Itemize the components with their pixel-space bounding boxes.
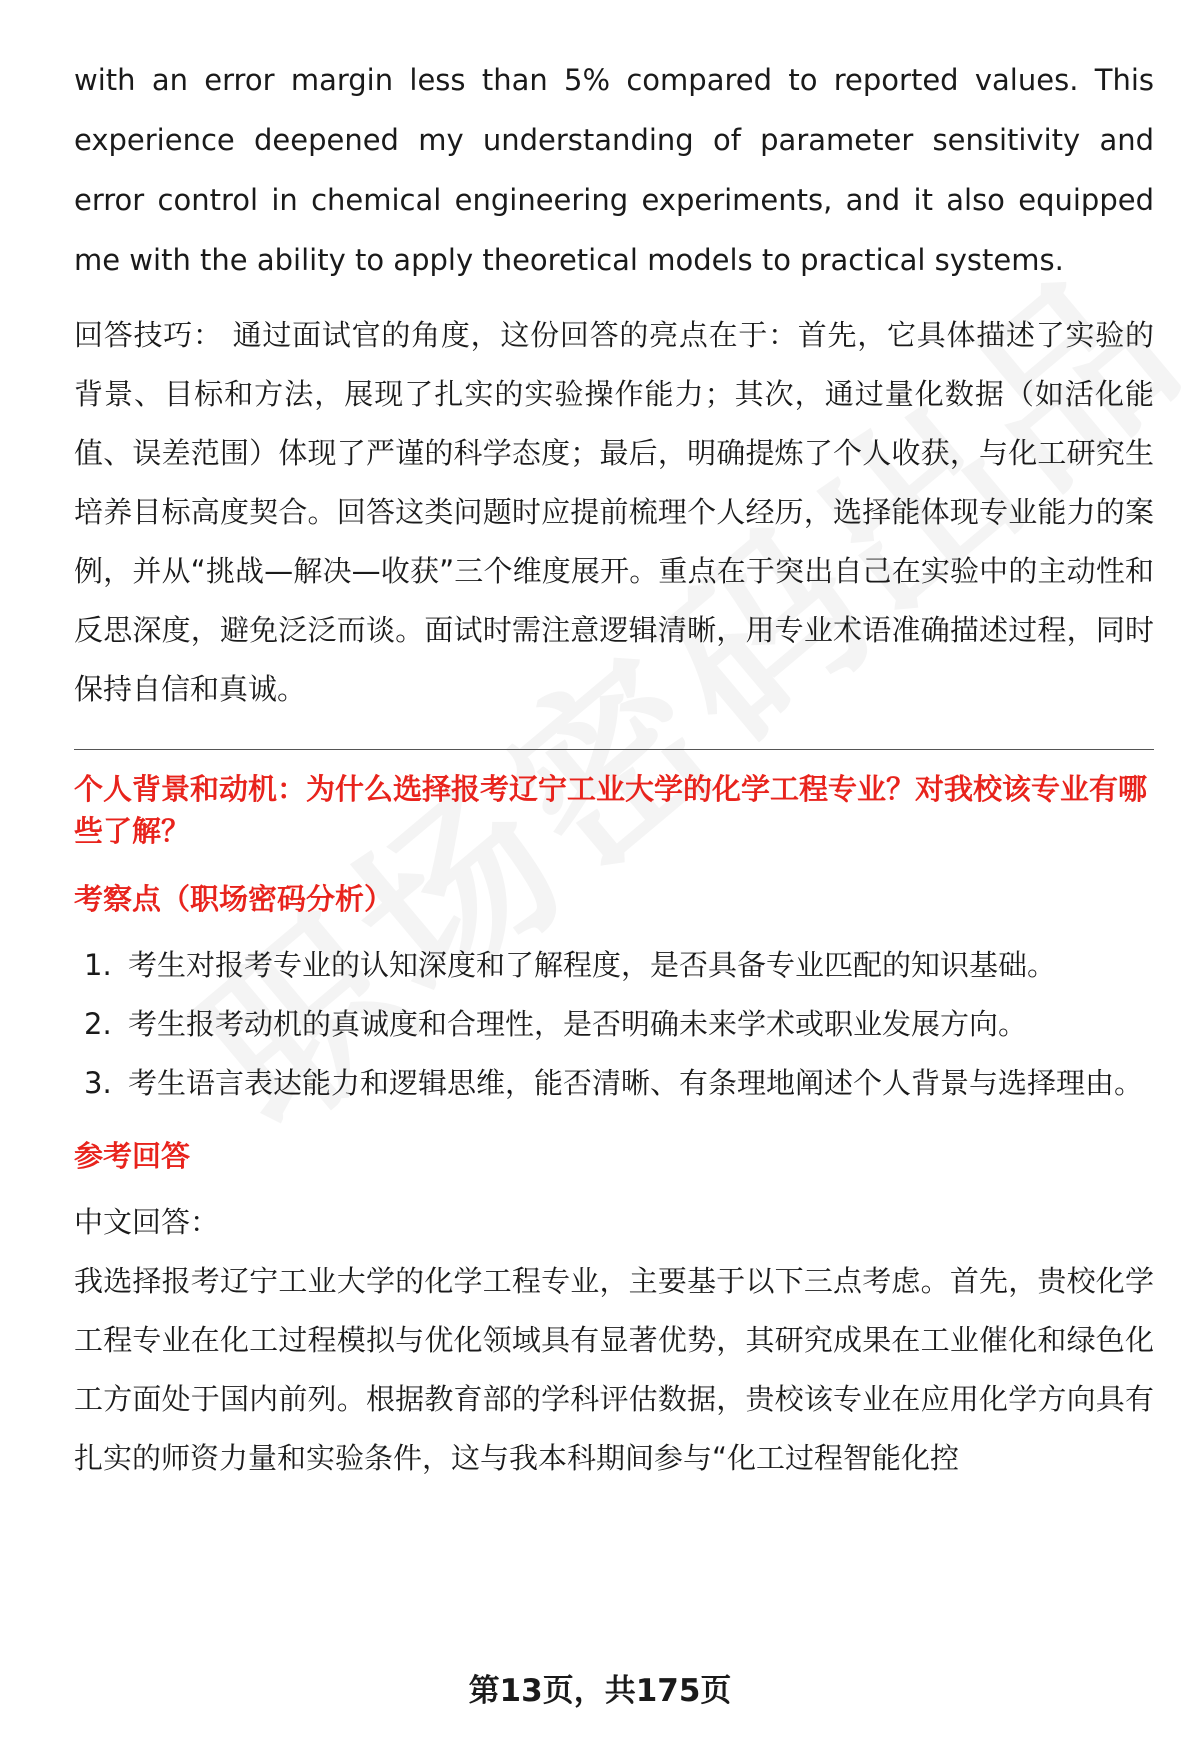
- exam-point-text: 考生语言表达能力和逻辑思维，能否清晰、有条理地阐述个人背景与选择理由。: [128, 1066, 1144, 1100]
- exam-point-item: [74, 936, 1154, 995]
- chinese-answer-paragraph: 我选择报考辽宁工业大学的化学工程专业，主要基于以下三点考虑。首先，贵校化学工程专业在化工过程模拟与优化领域具有显著优势，其研究成果在工业催化和绿色化工方面处于国内前列。根据教育部的学科评估数据，贵校该专业在应用化学方向具有扎实的师资力量和实验条件，这与我本科期间参与“化工过程智能化控: [74, 1264, 1154, 1475]
- exam-point-number: 1.: [84, 948, 112, 982]
- chinese-answer-label: 中文回答：: [74, 1205, 220, 1239]
- answer-tips-paragraph: 回答技巧： 通过面试官的角度，这份回答的亮点在于：首先，它具体描述了实验的背景、目标和方法，展现了扎实的实验操作能力；其次，通过量化数据（如活化能值、误差范围）体现了严谨的科学态度；最后，明确提炼了个人收获，与化工研究生培养目标高度契合。回答这类问题时应提前梳理个人经历，选择能体现专业能力的案例，并从“挑战—解决—收获”三个维度展开。重点在于突出自己在实验中的主动性和反思深度，避免泛泛而谈。面试时需注意逻辑清晰，用专业术语准确描述过程，同时保持自信和真诚。: [74, 318, 1154, 706]
- page-content: [74, 50, 1154, 1488]
- reference-answer-heading: 参考回答: [74, 1139, 191, 1173]
- section-divider: [74, 749, 1154, 750]
- exam-point-text: 考生对报考专业的认知深度和了解程度，是否具备专业匹配的知识基础。: [128, 948, 1057, 982]
- exam-point-number: 3.: [84, 1066, 112, 1100]
- english-answer-continuation: with an error margin less than 5% compared to reported values. This experience deepened my understanding of parameter sensitivity and error control in chemical engineering experiments, and it also equipped me with the ability to apply theoretical models to practical systems.: [74, 63, 1154, 277]
- exam-points-list: [74, 936, 1154, 1113]
- exam-point-item: [74, 995, 1154, 1054]
- exam-point-text: 考生报考动机的真诚度和合理性，是否明确未来学术或职业发展方向。: [128, 1007, 1028, 1041]
- question-heading: 个人背景和动机：为什么选择报考辽宁工业大学的化学工程专业？对我校该专业有哪些了解？: [74, 772, 1148, 848]
- exam-points-heading: 考察点（职场密码分析）: [74, 882, 394, 916]
- page-number-footer: 第13页，共175页: [468, 1673, 732, 1709]
- exam-point-number: 2.: [84, 1007, 112, 1041]
- exam-point-item: [74, 1054, 1154, 1113]
